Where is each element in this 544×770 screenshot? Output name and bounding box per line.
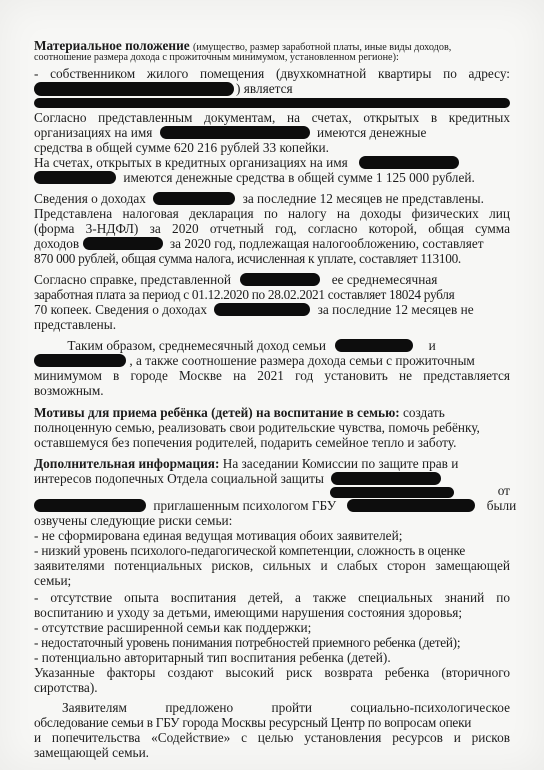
doc-line: 870 000 рублей, общая сумма налога, исчисленная к уплате, составляет 113100. bbox=[34, 251, 461, 266]
doc-text: и bbox=[428, 338, 436, 353]
redaction-mark bbox=[83, 237, 163, 250]
doc-line: - отсутствие опыта воспитания детей, а также специальных знаний по bbox=[34, 590, 510, 605]
doc-text: организациях на имя bbox=[34, 125, 153, 140]
redaction-mark bbox=[34, 98, 510, 108]
redaction-mark bbox=[330, 487, 454, 498]
section3-heading: Дополнительная информация: bbox=[34, 456, 220, 471]
doc-text: за 2020 год, подлежащая налогообложению, составляет bbox=[169, 236, 484, 251]
doc-text: ее среднемесячная bbox=[331, 272, 438, 287]
redaction-mark bbox=[34, 499, 146, 512]
doc-text: Таким образом, среднемесячный доход семьи bbox=[67, 338, 326, 353]
doc-line: - потенциально авторитарный тип воспитания ребенка (детей). bbox=[34, 650, 391, 665]
doc-text: 70 копеек. Сведения о доходах bbox=[34, 302, 207, 317]
doc-line: ) является bbox=[236, 81, 293, 96]
redaction-mark bbox=[359, 156, 459, 169]
doc-line: средства в общей сумме 620 216 рублей 33 копейки. bbox=[34, 140, 329, 155]
doc-line: от bbox=[497, 483, 510, 498]
doc-text: имеются денежные средства в общей сумме 1 125 000 рублей. bbox=[123, 170, 475, 185]
redaction-mark bbox=[34, 354, 126, 367]
doc-line: - отсутствие расширенной семьи как поддержки; bbox=[34, 620, 312, 635]
doc-line: замещающей семьи. bbox=[34, 745, 150, 760]
section2-heading: Мотивы для приема ребёнка (детей) на воспитание в семью: bbox=[34, 405, 400, 420]
doc-line bbox=[34, 125, 510, 140]
doc-line bbox=[34, 353, 510, 368]
doc-line: Представлена налоговая декларация по налогу на доходы физических лиц bbox=[34, 206, 510, 221]
redaction-mark bbox=[347, 499, 475, 512]
doc-line: воспитанию и уходу за детьми, имеющими нарушения состояния здоровья; bbox=[34, 605, 463, 620]
doc-line: полноценную семью, реализовать свои родительские чувства, помочь ребёнку, bbox=[34, 420, 480, 435]
doc-line bbox=[34, 191, 510, 206]
doc-text: На счетах, открытых в кредитных организациях на имя bbox=[34, 155, 348, 170]
doc-line: - недостаточный уровень понимания потребностей приемного ребенка (детей); bbox=[34, 635, 461, 650]
doc-line: семьи; bbox=[34, 573, 72, 588]
doc-line: минимумом в городе Москве на 2021 год установить не представляется bbox=[34, 368, 510, 383]
doc-line bbox=[34, 272, 510, 287]
doc-text: Сведения о доходах bbox=[34, 191, 146, 206]
section1-note-1: (имущество, размер заработной платы, иные виды доходов, bbox=[192, 42, 452, 53]
doc-line: и попечительства «Содействие» с целью установления ресурсов и рисков bbox=[34, 730, 510, 745]
redaction-mark bbox=[34, 82, 234, 96]
doc-line: возможным. bbox=[34, 383, 104, 398]
section1-note-2: соотношение размера дохода с прожиточным минимумом, установленном регионе): bbox=[34, 52, 399, 63]
doc-line: Заявителям предложено пройти социально-психологическое bbox=[62, 700, 510, 715]
doc-text: , а также соотношение размера дохода семьи с прожиточным bbox=[129, 353, 475, 368]
doc-line bbox=[34, 471, 510, 486]
doc-text: были bbox=[486, 498, 517, 513]
doc-text: Согласно справке, представленной bbox=[34, 272, 232, 287]
redaction-mark bbox=[153, 192, 235, 205]
doc-text: за последние 12 месяцев не представлены. bbox=[242, 191, 484, 206]
section1-heading: Материальное положение bbox=[34, 38, 190, 53]
doc-line: Согласно представленным документам, на счетах, открытых в кредитных bbox=[34, 110, 510, 125]
redaction-mark bbox=[160, 126, 310, 139]
doc-line: заявителями потенциальных рисков, сильных и слабых сторон замещающей bbox=[34, 558, 510, 573]
redaction-mark bbox=[240, 273, 320, 286]
redaction-mark bbox=[335, 339, 413, 352]
redaction-mark bbox=[34, 171, 116, 184]
redaction-mark bbox=[214, 303, 310, 316]
doc-line bbox=[34, 170, 510, 185]
doc-line: оставшемуся без попечения родителей, подарить семейное тепло и заботу. bbox=[34, 435, 457, 450]
doc-line bbox=[34, 155, 510, 170]
doc-line bbox=[34, 405, 510, 420]
redaction-mark bbox=[331, 472, 441, 485]
doc-line bbox=[34, 302, 510, 317]
doc-text: интересов подопечных Отдела социальной защиты bbox=[34, 471, 324, 486]
doc-line: (форма 3-НДФЛ) за 2020 отчетный год, согласно которой, общая сумма bbox=[34, 221, 510, 236]
doc-line: - не сформирована единая ведущая мотивация обоих заявителей; bbox=[34, 528, 403, 543]
doc-line: сиротства). bbox=[34, 680, 98, 695]
doc-line: представлены. bbox=[34, 317, 117, 332]
doc-line: обследование семьи в ГБУ города Москвы ресурсный Центр по вопросам опеки bbox=[34, 715, 472, 730]
doc-line: озвучены следующие риски семьи: bbox=[34, 513, 233, 528]
doc-text: доходов bbox=[34, 236, 80, 251]
doc-line: - собственником жилого помещения (двухкомнатной квартиры по адресу: bbox=[34, 66, 510, 81]
doc-text: приглашенным психологом ГБУ bbox=[153, 498, 337, 513]
doc-text: создать bbox=[403, 405, 445, 420]
doc-line: Указанные факторы создают высокий риск возврата ребенка (вторичного bbox=[34, 665, 510, 680]
doc-line: - низкий уровень психолого-педагогической компетенции, сложность в оценке bbox=[34, 543, 466, 558]
doc-line: заработная плата за период с 01.12.2020 по 28.02.2021 составляет 18024 рубля bbox=[34, 287, 455, 302]
doc-text: На заседании Комиссии по защите прав и bbox=[222, 456, 459, 471]
doc-text: имеются денежные bbox=[317, 125, 427, 140]
doc-line bbox=[34, 456, 510, 471]
doc-text: за последние 12 месяцев не bbox=[317, 302, 474, 317]
doc-line bbox=[34, 498, 517, 513]
doc-line bbox=[34, 236, 510, 251]
doc-line bbox=[34, 338, 510, 353]
